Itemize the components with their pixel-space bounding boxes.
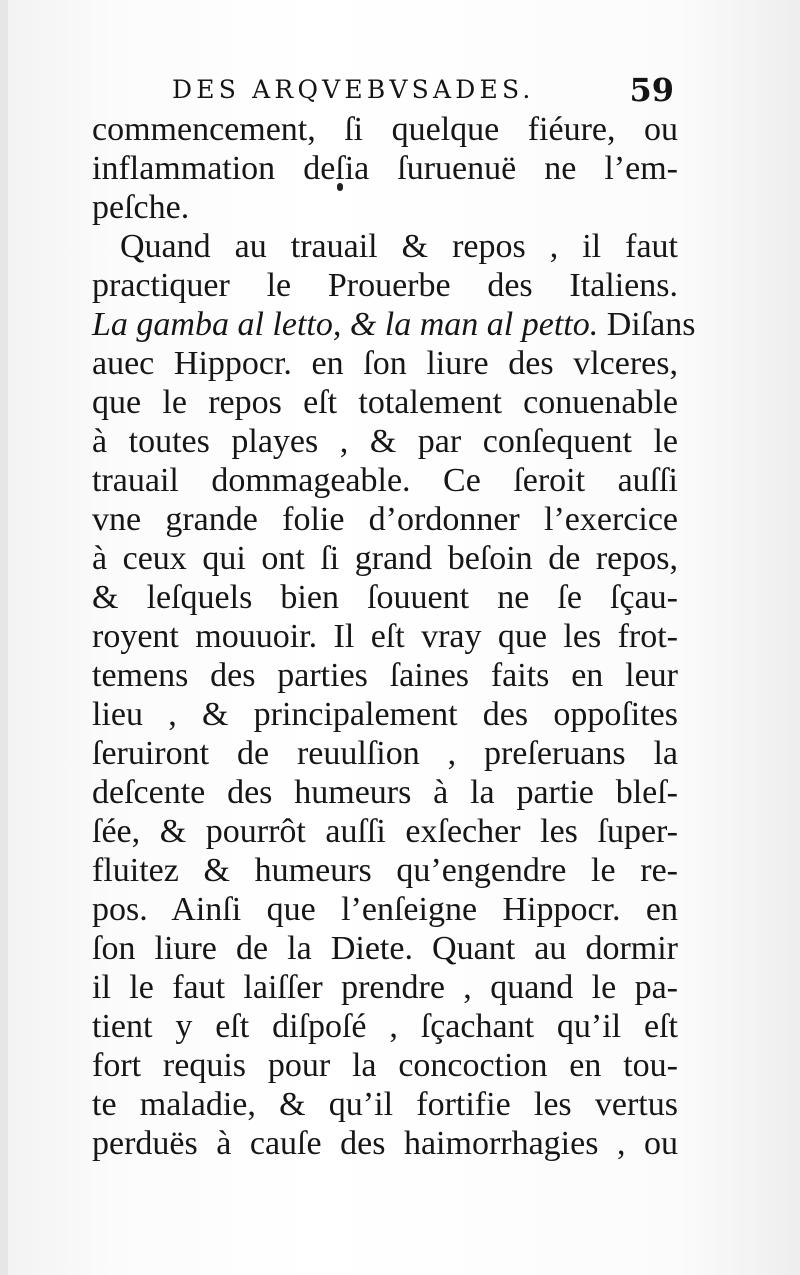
text-line: il le faut laiſſer prendre , quand le pa- — [92, 969, 678, 1006]
page-edge-shadow — [0, 0, 8, 1275]
text-line: ſée, & pourrôt auſſi exſecher les ſuper- — [92, 813, 678, 850]
text-line: commencement, ſi quelque fiéure, ou — [92, 111, 678, 148]
text-line: vne grande folie d’ordonner l’exercice — [92, 501, 678, 538]
italian-proverb: La gamba al letto, & la man al petto. — [92, 306, 599, 343]
text-line: inflammation deſia ſuruenuë ne l’em- — [92, 150, 678, 187]
text-line: trauail dommageable. Ce ſeroit auſſi — [92, 462, 678, 499]
text-line: tient y eſt diſpoſé , ſçachant qu’il eſt — [92, 1008, 678, 1045]
page-header — [172, 72, 674, 112]
paragraph-start-line: Quand au trauail & repos , il faut — [120, 228, 678, 265]
text-line: ſon liure de la Diete. Quant au dormir — [92, 930, 678, 967]
text-line: perduës à cauſe des haimorrhagies , ou — [92, 1125, 678, 1162]
running-title: DES ARQVEBVSADES. — [172, 75, 535, 104]
text-line: à ceux qui ont ſi grand beſoin de repos, — [92, 540, 678, 577]
text-line: fluitez & humeurs qu’engendre le re- — [92, 852, 678, 889]
text-line: auec Hippocr. en ſon liure des vlceres, — [92, 345, 678, 382]
quote-line — [92, 305, 696, 344]
text-line: & leſquels bien ſouuent ne ſe ſçau- — [92, 579, 678, 616]
text-line: royent mouuoir. Il eſt vray que les frot- — [92, 618, 678, 655]
text-line: temens des parties ſaines faits en leur — [92, 657, 678, 694]
text-line: que le repos eſt totalement conuenable — [92, 384, 678, 421]
quote-continuation: Diſans — [606, 306, 696, 343]
body-text — [92, 110, 696, 1163]
text-line: peſche. — [92, 189, 190, 226]
text-line: à toutes playes , & par conſequent le — [92, 423, 678, 460]
text-line: ſeruiront de reuulſion , preſeruans la — [92, 735, 678, 772]
text-line: pos. Ainſi que l’enſeigne Hippocr. en — [92, 891, 678, 928]
page-number: 59 — [629, 71, 674, 109]
text-line: fort requis pour la concoction en tou- — [92, 1047, 678, 1084]
text-line: practiquer le Prouerbe des Italiens. — [92, 267, 678, 304]
text-line: lieu , & principalement des oppoſites — [92, 696, 678, 733]
text-line: deſcente des humeurs à la partie bleſ- — [92, 774, 678, 811]
text-line: te maladie, & qu’il fortifie les vertus — [92, 1086, 678, 1123]
